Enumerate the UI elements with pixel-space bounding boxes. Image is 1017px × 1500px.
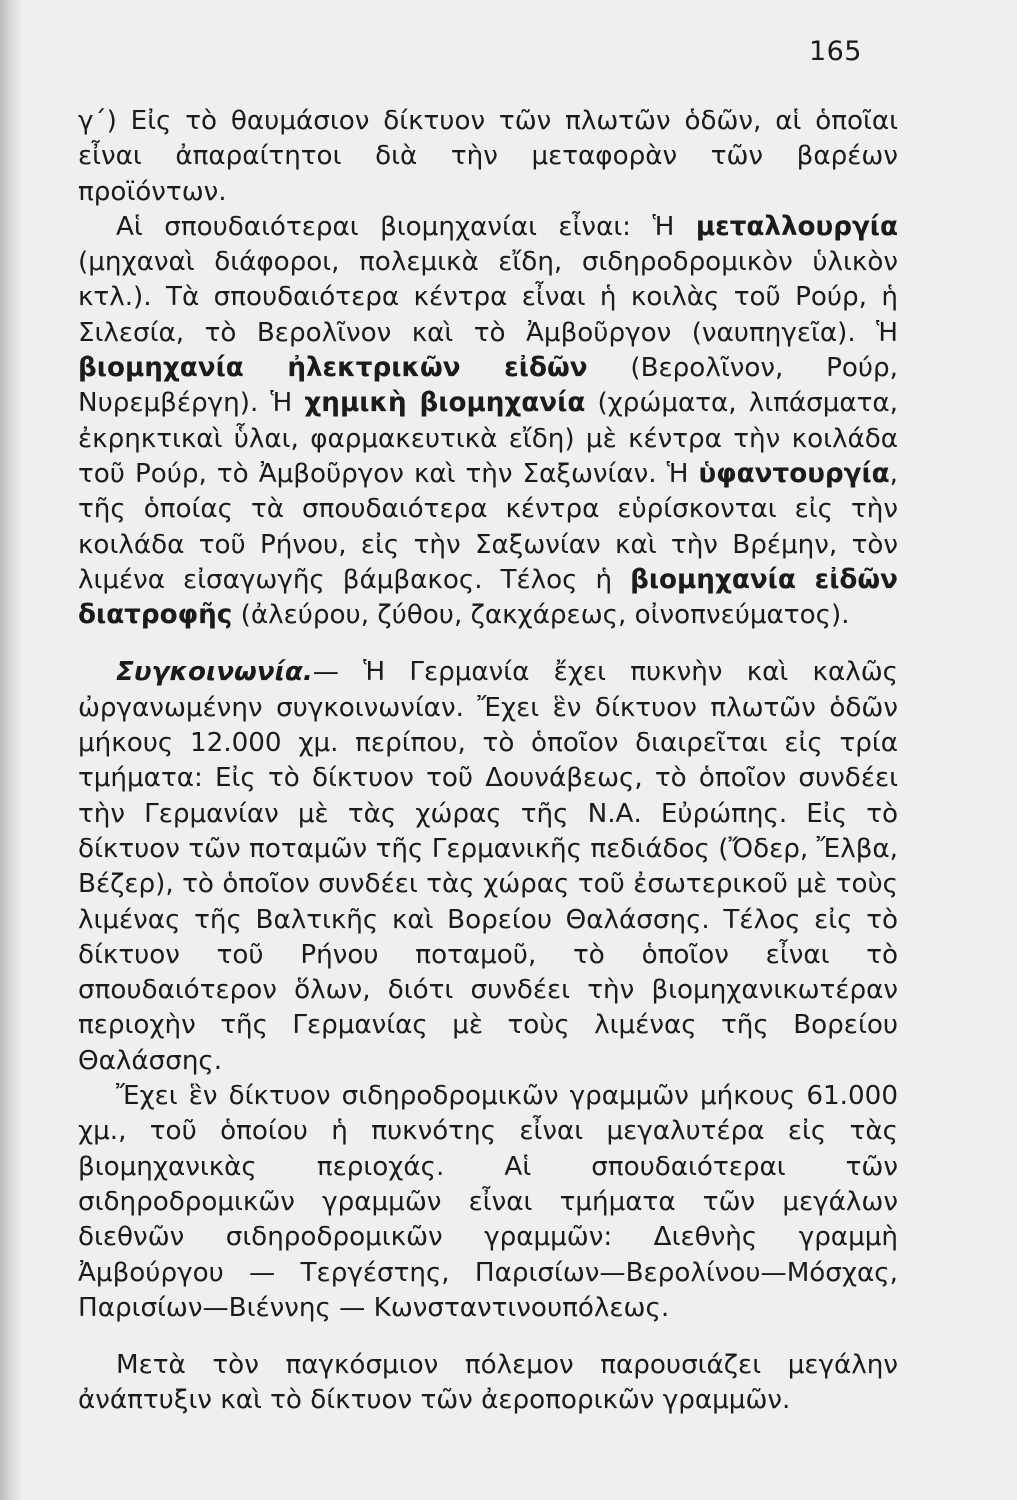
term-textile-industry: ὑφαντουργία [698, 458, 890, 489]
term-food-industry: βιομηχανία εἰδῶν διατροφῆς [78, 564, 898, 631]
page-spine-shadow [0, 0, 22, 1500]
text-run: (μηχαναὶ διάφοροι, πολεμικὰ εἴδη, σιδηροδρομικὸν ὑλικὸν κτλ.). Τὰ σπουδαιότερα κέντρα εἶναι ἡ κοιλὰς τοῦ Ρούρ, ἡ Σιλεσία, τὸ Βερολῖνον καὶ τὸ Ἀμβοῦργον (ναυπηγεῖα). Ἡ [78, 247, 898, 348]
text-run: , τῆς ὁποίας τὰ σπουδαιότερα κέντρα εὑρίσκονται εἰς τὴν κοιλάδα τοῦ Ρήνου, εἰς τὴν Σαξωνίαν καὶ τὴν Βρέμην, τὸν λιμένα εἰσαγωγῆς βάμβακος. Τέλος ἡ [78, 458, 898, 595]
term-electrical-industry: βιομηχανία ἠλεκτρικῶν εἰδῶν [78, 353, 588, 384]
text-run: — Ἡ Γερμανία ἔχει πυκνὴν καὶ καλῶς ὠργανωμένην συγκοινωνίαν. Ἔχει ἓν δίκτυον πλωτῶν ὁδῶν μήκους 12.000 χμ. περίπου, τὸ ὁποῖον διαιρεῖται εἰς τρία τμήματα: Εἰς τὸ δίκτυον τοῦ Δουνάβεως, τὸ ὁποῖον συνδέει τὴν Γερμανίαν μὲ τὰς χώρας τῆς Ν.Α. Εὐρώπης. Εἰς τὸ δίκτυον τῶν ποταμῶν τῆς Γερμανικῆς πεδιάδος (Ὄδερ, Ἔλβα, Βέζερ), τὸ ὁποῖον συνδέει τὰς χώρας τοῦ ἐσωτερικοῦ μὲ τοὺς λιμένας τῆς Βαλτικῆς καὶ Βορείου Θαλάσσης. Τέλος εἰς τὸ δίκτυον τοῦ Ρήνου ποταμοῦ, τὸ ὁποῖον εἶναι τὸ σπουδαιότερον ὅλων, διότι συνδέει τὴν βιομηχανικωτέραν περιοχὴν τῆς Γερμανίας μὲ τοὺς λιμένας τῆς Βορείου Θαλάσσης. [78, 657, 898, 1076]
term-chemical-industry: χημικὴ βιομηχανία [304, 388, 586, 419]
text-run: Αἱ σπουδαιότεραι βιομηχανίαι εἶναι: Ἡ [116, 211, 696, 242]
paragraph-waterways: γ΄) Εἰς τὸ θαυμάσιον δίκτυον τῶν πλωτῶν ὁδῶν, αἱ ὁποῖαι εἶναι ἀπαραίτητοι διὰ τὴν μεταφορὰν τῶν βαρέων προϊόντων. [78, 106, 898, 207]
text-run: (Βερολῖνον, Ρούρ, Νυρεμβέργη). Ἡ [78, 353, 898, 419]
paragraph-communications [78, 655, 898, 1079]
term-metallurgy: μεταλλουργία [695, 211, 898, 242]
section-heading-communications: Συγκοινωνία. [116, 657, 313, 688]
body-text [78, 104, 898, 1419]
paragraph-airlines: Μετὰ τὸν παγκόσμιον πόλεμον παρουσιάζει μεγάλην ἀνάπτυξιν καὶ τὸ δίκτυον τῶν ἀεροπορικῶν γραμμῶν. [78, 1350, 898, 1416]
paragraph-railways: Ἔχει ἓν δίκτυον σιδηροδρομικῶν γραμμῶν μήκους 61.000 χμ., τοῦ ὁποίου ἡ πυκνότης εἶναι μεγαλυτέρα εἰς τὰς βιομηχανικὰς περιοχάς. Αἱ σπουδαιότεραι τῶν σιδηροδρομικῶν γραμμῶν εἶναι τμήματα τῶν μεγάλων διεθνῶν σιδηροδρομικῶν γραμμῶν: Διεθνὴς γραμμὴ Ἀμβούργου — Τεργέστης, Παρισίων—Βερολίνου—Μόσχας, Παρισίων—Βιέννης — Κωνσταντινουπόλεως. [78, 1081, 898, 1323]
text-run: (χρώματα, λιπάσματα, ἐκρηκτικαὶ ὗλαι, φαρμακευτικὰ εἴδη) μὲ κέντρα τὴν κοιλάδα τοῦ Ρούρ, τὸ Ἀμβοῦργον καὶ τὴν Σαξωνίαν. Ἡ [78, 388, 898, 489]
text-run: (ἀλεύρου, ζύθου, ζακχάρεως, οἰνοπνεύματος). [232, 600, 850, 631]
paragraph-industries [78, 210, 898, 634]
page-number: 165 [808, 36, 862, 67]
